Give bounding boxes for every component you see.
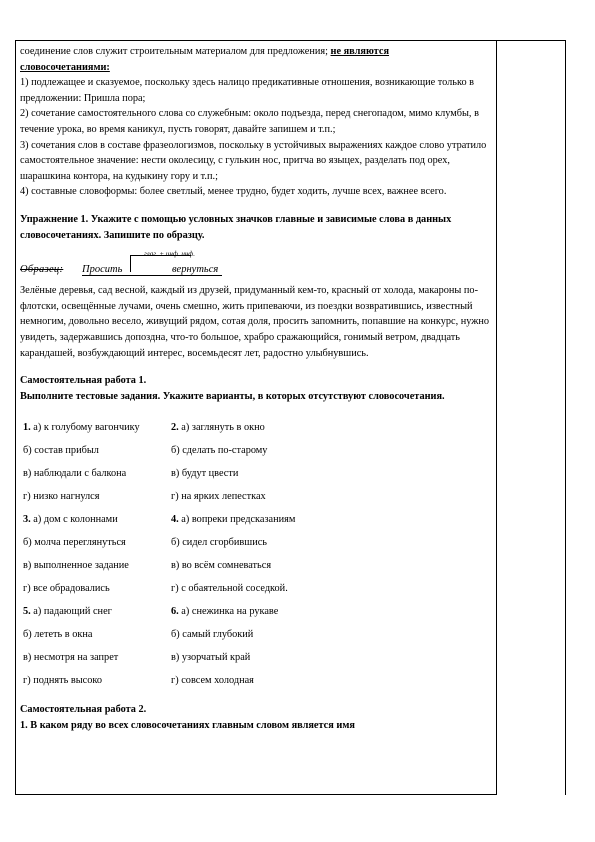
test-option-text: а) вопреки предсказаниям: [178, 513, 296, 525]
intro-item-4: 4) составные словоформы: более светлый, менее трудно, будет ходить, лучше всех, важнее всего.: [20, 186, 447, 198]
document-body: [20, 44, 492, 733]
test-option-text: в) несмотря на запрет: [23, 651, 119, 663]
sample-marks: глаг. + инф. инф.: [144, 250, 196, 259]
test-option: [20, 577, 168, 600]
test-table: [20, 416, 353, 692]
test-option: [20, 416, 168, 439]
test-option-text: а) заглянуть в окно: [178, 421, 265, 433]
test-option: [20, 646, 168, 669]
test-option: [20, 531, 168, 554]
test-option-text: б) сидел сгорбившись: [171, 536, 267, 548]
test-option: [20, 439, 168, 462]
test-option-text: г) с обаятельной соседкой.: [171, 582, 288, 594]
test-option-text: г) все обрадовались: [23, 582, 110, 594]
test-option-text: в) во всём сомневаться: [171, 559, 272, 571]
test-option-text: г) низко нагнулся: [23, 490, 100, 502]
test-option: [168, 646, 353, 669]
test-option-text: а) падающий снег: [30, 605, 112, 617]
work2-question: 1. В каком ряду во всех словосочетаниях главным словом является имя: [20, 719, 355, 731]
test-option: [20, 669, 168, 692]
test-option-text: в) наблюдали с балкона: [23, 467, 127, 479]
exercise1-title: Упражнение 1. Укажите с помощью условных значков главные и зависимые слова в данных словосочетаниях. Запишите по образцу.: [20, 213, 452, 241]
table-row: [20, 669, 353, 692]
table-row: [20, 577, 353, 600]
test-option-text: б) сделать по-старому: [171, 444, 268, 456]
intro-emph2: словосочетаниями:: [20, 61, 110, 73]
test-option: [168, 623, 353, 646]
test-option: [20, 623, 168, 646]
intro-emph1: не являются: [330, 46, 390, 57]
test-option-text: в) узорчатый край: [171, 651, 251, 663]
work1-task: Выполните тестовые задания. Укажите варианты, в которых отсутствуют словосочетания.: [20, 390, 445, 402]
test-option: [168, 531, 353, 554]
test-option: [20, 462, 168, 485]
intro-item-1: 1) подлежащее и сказуемое, поскольку здесь налицо предикативные отношения, возникающие только в предложении: Пришла пора;: [20, 77, 475, 104]
test-option-text: а) дом с колоннами: [30, 513, 118, 525]
test-option: [168, 577, 353, 600]
test-option-text: б) самый глубокий: [171, 628, 254, 640]
intro-item-3: 3) сочетания слов в составе фразеологизмов, поскольку в устойчивых выражениях каждое слово утратило самостоятельное значение: нести околесицу, с гулькин нос, притча во языцех, разделать под орех, шарашкина контора, на кудыкину гору и т.п.;: [20, 139, 487, 182]
work2-title: Самостоятельная работа 2.: [20, 704, 147, 716]
test-option: [168, 669, 353, 692]
exercise1-text: Зелёные деревья, сад весной, каждый из друзей, придуманный кем-то, красный от холода, макароны по-флотски, освещённые лучами, очень смешно, жить припеваючи, из поездки возвратившись, известный немногим, довольно весело, живущий рядом, сотая доля, просить запомнить, попавшие на конкурс, нужно увидеть, задержавшись допоздна, что-то большое, храбро сражающийся, гонимый ветром, двадцать карандашей, возбуждающий интерес, восемьдесят лет, радостно улыбнувшись.: [20, 285, 490, 359]
test-number: 2.: [171, 421, 179, 433]
work1-title: Самостоятельная работа 1.: [20, 375, 147, 387]
test-number: 1.: [23, 421, 31, 433]
column-divider: [496, 40, 497, 794]
test-option-text: г) совсем холодная: [171, 674, 254, 686]
table-row: [20, 646, 353, 669]
test-option: [168, 439, 353, 462]
test-option-text: а) снежинка на рукаве: [178, 605, 279, 617]
test-option-text: б) состав прибыл: [23, 444, 99, 456]
test-number: 6.: [171, 605, 179, 617]
sample-label: Образец:: [20, 264, 64, 276]
table-row: [20, 554, 353, 577]
test-option: [20, 485, 168, 508]
test-option-text: г) на ярких лепестках: [171, 490, 266, 502]
intro-item-2: 2) сочетание самостоятельного слова со служебным: около подъезда, перед снегопадом, мимо клумбы, в течение урока, во время каникул, пусть говорят, давайте запишем и т.п.;: [20, 108, 479, 135]
table-row: [20, 416, 353, 439]
table-row: [20, 485, 353, 508]
sample-word-dependent: вернуться: [172, 264, 219, 276]
sample-word-main: Просить: [82, 264, 123, 276]
sample-figure: [20, 243, 492, 283]
table-row: [20, 508, 353, 531]
table-row: [20, 623, 353, 646]
test-option: [168, 508, 353, 531]
table-row: [20, 439, 353, 462]
table-row: [20, 600, 353, 623]
test-option-text: б) молча переглянуться: [23, 536, 126, 548]
test-option-text: г) поднять высоко: [23, 674, 102, 686]
table-row: [20, 462, 353, 485]
test-option: [168, 554, 353, 577]
test-option: [168, 600, 353, 623]
test-number: 5.: [23, 605, 31, 617]
test-option-text: в) выполненное задание: [23, 559, 129, 571]
test-number: 3.: [23, 513, 31, 525]
test-option: [20, 600, 168, 623]
test-option: [168, 416, 353, 439]
test-option: [168, 462, 353, 485]
test-option: [20, 554, 168, 577]
table-row: [20, 531, 353, 554]
test-option: [20, 508, 168, 531]
test-option-text: б) лететь в окна: [23, 628, 93, 640]
intro-paragraph: [20, 44, 492, 75]
test-option-text: а) к голубому вагончику: [30, 421, 140, 433]
test-option-text: в) будут цвести: [171, 467, 239, 479]
test-option: [168, 485, 353, 508]
intro-line1: соединение слов служит строительным материалом для предложения;: [20, 46, 331, 57]
test-number: 4.: [171, 513, 179, 525]
sample-underline: [82, 275, 222, 276]
bottom-rule: [15, 794, 497, 795]
